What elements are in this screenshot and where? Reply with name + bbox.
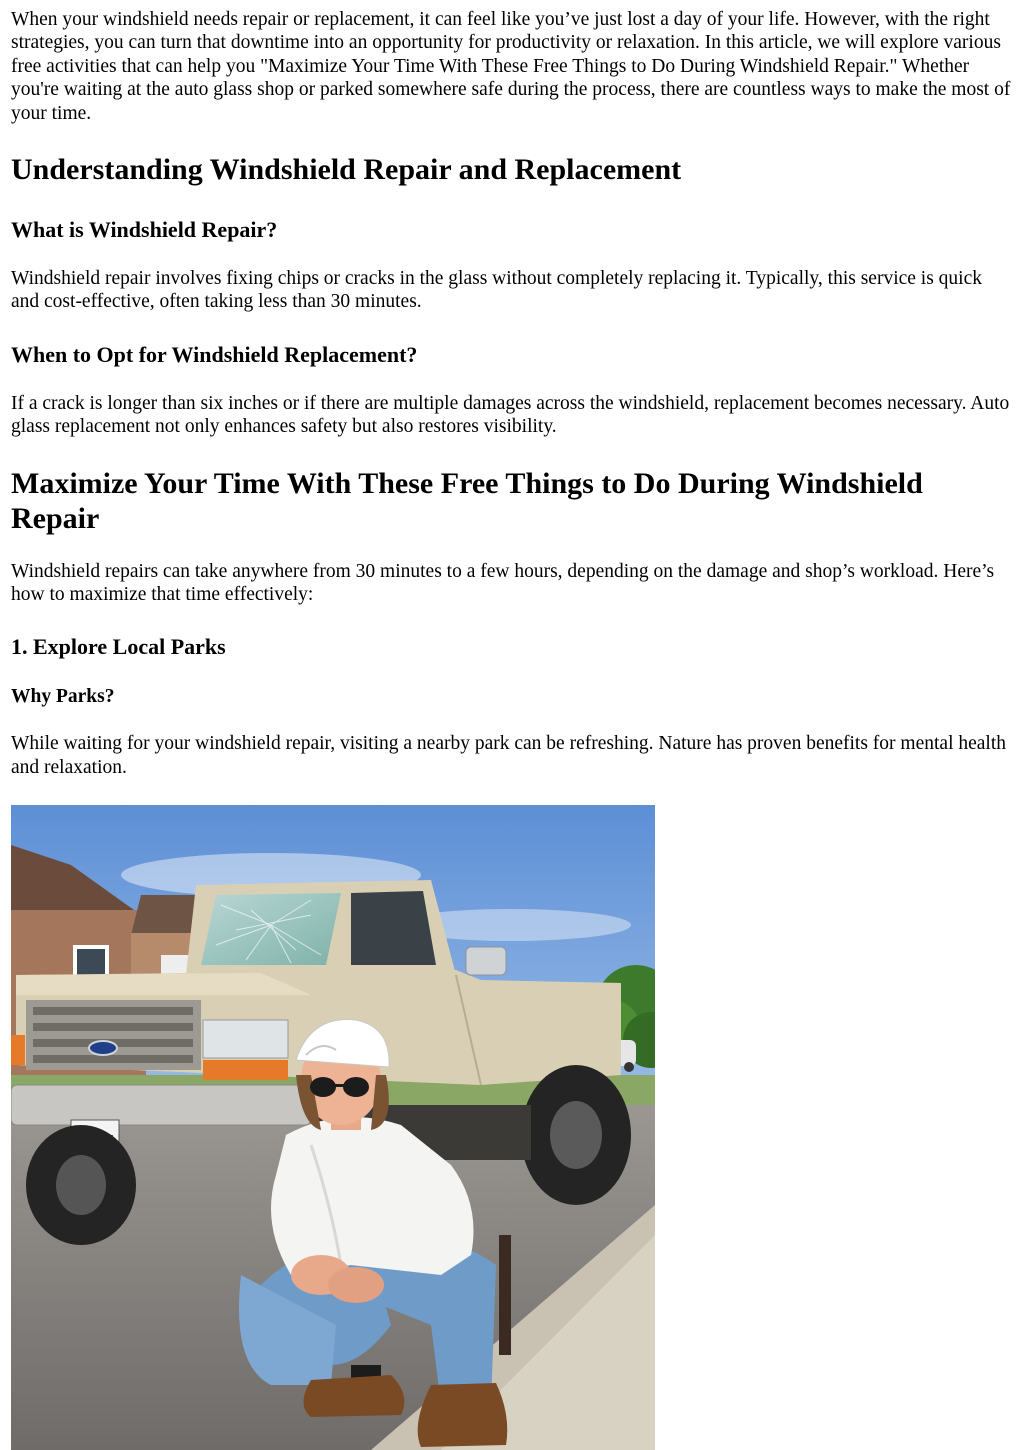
subheading-explore-parks: 1. Explore Local Parks	[11, 634, 226, 660]
truck-photo	[11, 805, 655, 1450]
section-heading-understanding: Understanding Windshield Repair and Replacement	[11, 153, 682, 187]
paragraph-when-replace: If a crack is longer than six inches or if there are multiple damages across the windshield, replacement becomes necessary. Auto glass replacement not only enhances safety but also restores visibility.	[11, 392, 1010, 438]
subheading-what-is-repair: What is Windshield Repair?	[11, 217, 278, 243]
section-heading-maximize: Maximize Your Time With These Free Things to Do During Windshield Repair	[11, 466, 923, 535]
paragraph-why-parks: While waiting for your windshield repair, visiting a nearby park can be refreshing. Nature has proven benefits for mental health and relaxation.	[11, 733, 1007, 778]
subheading-why-parks: Why Parks?	[11, 686, 115, 708]
truck-photo-icon	[11, 805, 655, 1450]
paragraph-what-is-repair: Windshield repair involves fixing chips or cracks in the glass without completely replacing it. Typically, this service is quick and cost-effective, often taking less than 30 minutes.	[11, 268, 983, 313]
intro-paragraph: When your windshield needs repair or replacement, it can feel like you’ve just lost a day of your life. However, with the right strategies, you can turn that downtime into an opportunity for productivity or relaxation. In this article, we will explore various free activities that can help you "Maximize Your Time With These Free Things to Do During Windshield Repair." Whether you're waiting at the auto glass shop or parked somewhere safe during the process, there are countless ways to make the most of your time.	[11, 9, 1011, 124]
paragraph-maximize: Windshield repairs can take anywhere from 30 minutes to a few hours, depending on the damage and shop’s workload. Here’s how to maximize that time effectively:	[11, 560, 995, 606]
subheading-when-replace: When to Opt for Windshield Replacement?	[11, 341, 418, 367]
